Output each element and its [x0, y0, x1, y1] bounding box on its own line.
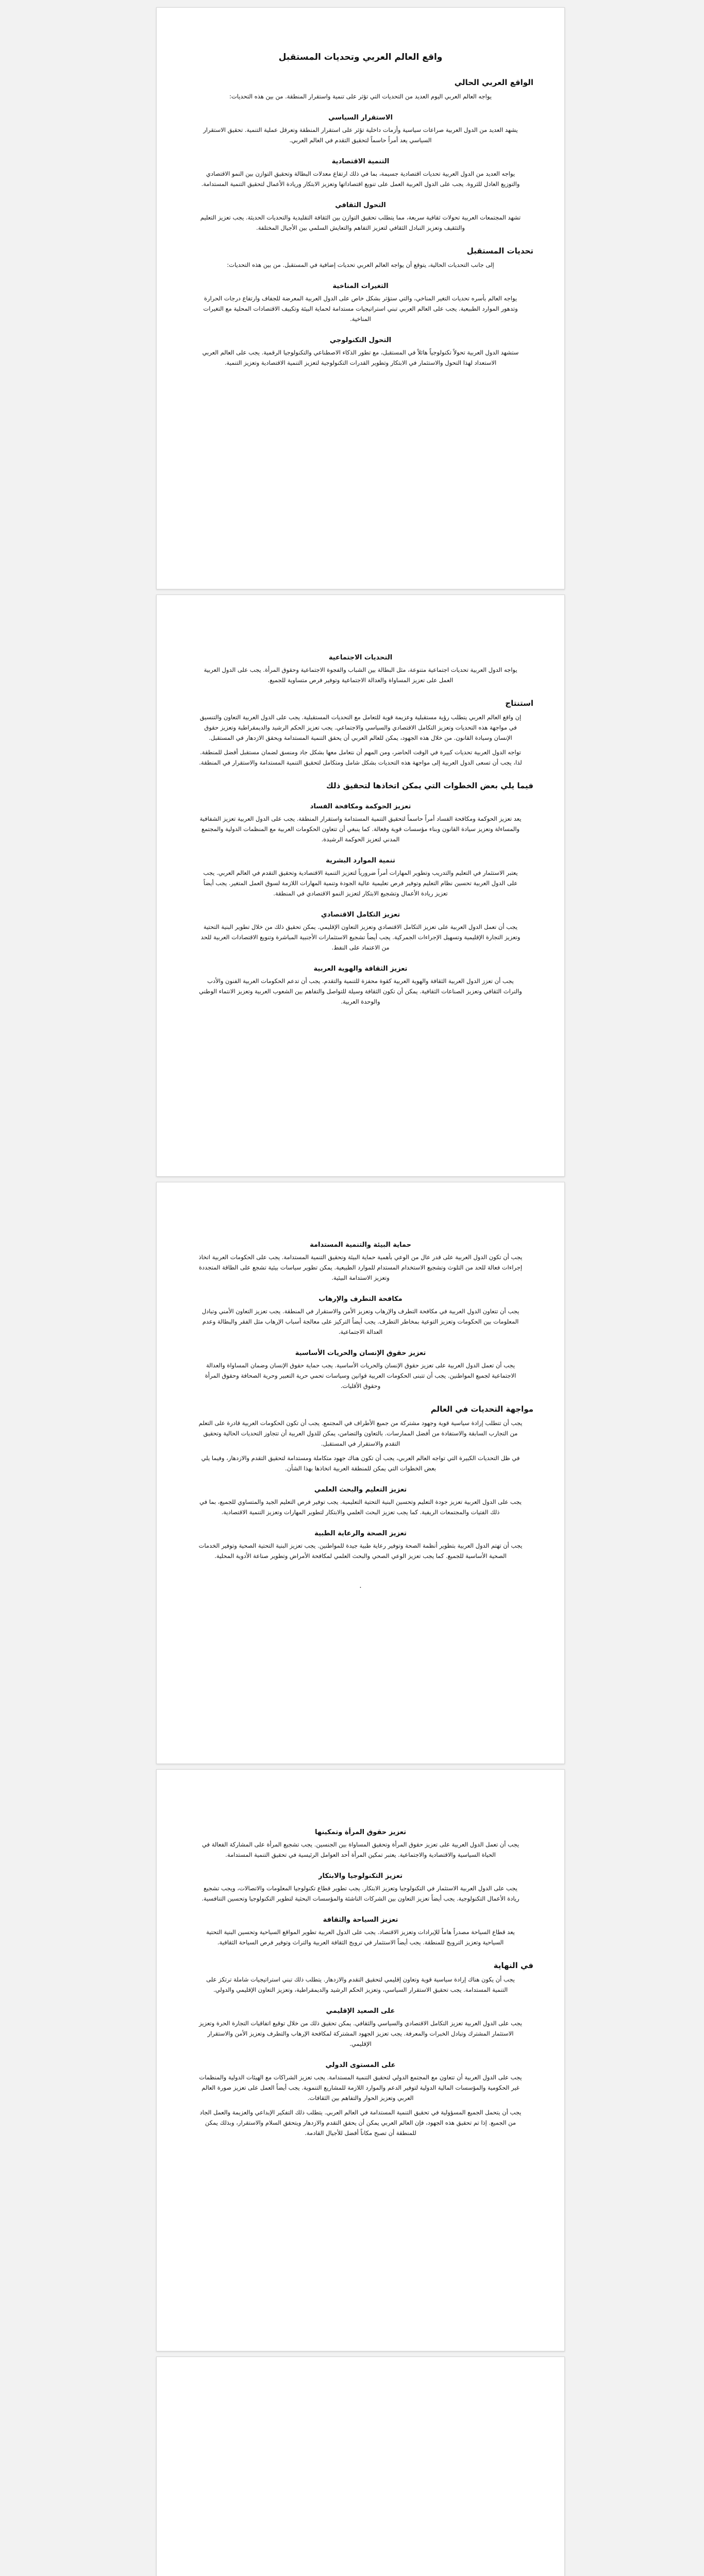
paragraph: يجب على الدول العربية تعزيز التكامل الاقتصادي والسياسي والثقافي. يمكن تحقيق ذلك من خلال توقيع اتفاقيات التجارة الحرة وتعزيز الاستثمار المشترك وتبادل الخبرات والمعرفة. يجب تعزيز الجهود المشتركة لمكافحة الإرهاب والتطرف وتعزيز الأمن والاستقرار الإقليمي.	[198, 2020, 522, 2047]
section-heading: فيما يلي بعض الخطوات التي يمكن اتخاذها لتحقيق ذلك	[326, 781, 533, 790]
paragraph: يواجه العالم العربي اليوم العديد من التحديات التي تؤثر على تنمية واستقرار المنطقة. من بين هذه التحديات:	[229, 93, 492, 100]
subsection-heading: على الصعيد الإقليمي	[326, 2007, 395, 2015]
section-heading: استنتاج	[505, 699, 533, 708]
paragraph: يجب أن تعزز الدول العربية الثقافة والهوية العربية كقوة محفزة للتنمية والتقدم. يجب أن تدعم الحكومات العربية الفنون والأدب والتراث الثقافي وتعزيز الصناعات الثقافية. يمكن أن تكون الثقافة وسيلة للتواصل والتفاهم بين الشعوب العربية وتعزيز الانتماء الوطني والوحدة العربية.	[199, 977, 522, 1005]
paragraph: يجب على الدول العربية تعزيز جودة التعليم وتحسين البنية التحتية التعليمية. يجب توفير فرص التعليم الجيد والمتساوي للجميع، بما في ذلك الفتيات والمجتمعات الريفية. كما يجب تعزيز البحث العلمي والابتكار لتطوير المهارات وتعزيز التنمية الاقتصادية.	[199, 1498, 522, 1516]
page-2-content	[157, 595, 564, 1042]
page-3	[156, 1182, 565, 1764]
paragraph: يواجه العالم بأسره تحديات التغير المناخي، والتي ستؤثر بشكل خاص على الدول العربية المعرضة للجفاف وارتفاع درجات الحرارة وتدهور الموارد الطبيعية. يجب على العالم العربي تبني استراتيجيات مستدامة لحماية البيئة وتكييف الاقتصادات المحلية مع التغيرات المناخية.	[203, 295, 518, 323]
paragraph: يجب أن يتحمل الجميع المسؤولية في تحقيق التنمية المستدامة في العالم العربي. يتطلب ذلك التفكير الإبداعي والعزيمة والعمل الجاد من الجميع. إذا تم تحقيق هذه الجهود، فإن العالم العربي يمكن أن يحقق التقدم والازدهار ويتحقق السلام والاستقرار، وبذلك يمكن للمنطقة أن تصبح مكاناً أفضل للأجيال القادمة.	[199, 2109, 522, 2137]
subsection-heading: تعزيز الحوكمة ومكافحة الفساد	[310, 803, 411, 810]
subsection-heading: التحديات الاجتماعية	[328, 654, 393, 662]
paragraph: إن واقع العالم العربي يتطلب رؤية مستقبلية وعزيمة قوية للتعامل مع التحديات المستقبلية. يجب على الدول العربية التعاون والتنسيق في مواجهة هذه التحديات وتعزيز التكامل الاقتصادي والسياسي والاجتماعي. يجب تعزيز الحكم الرشيد والديمقراطية وتعزيز حقوق الإنسان وسيادة القانون. من خلال هذه الجهود، يمكن للعالم العربي أن يحقق التنمية المستدامة ويحقق الازدهار في المستقبل.	[199, 714, 522, 741]
paragraph: يجب أن تتطلب إرادة سياسية قوية وجهود مشتركة من جميع الأطراف في المجتمع. يجب أن تكون الحكومات العربية قادرة على التعلم من التجارب السابقة والاستفادة من أفضل الممارسات. بالتعاون والتضامن، يمكن للدول العربية أن تتجاوز التحديات الحالية وتحقيق التقدم والاستقرار في المستقبل.	[198, 1419, 523, 1447]
page-1-content	[157, 8, 564, 403]
section-heading: في النهاية	[493, 1961, 533, 1970]
paragraph: يجب أن يكون هناك إرادة سياسية قوية وتعاون إقليمي لتحقيق التقدم والازدهار. يتطلب ذلك تبني استراتيجيات شاملة ترتكز على التنمية المستدامة. يجب تحقيق الاستقرار السياسي، وتعزيز الحكم الرشيد والديمقراطية، وتعزيز التعاون الإقليمي والدولي.	[206, 1976, 515, 1993]
paragraph: يجب أن تتعاون الدول العربية في مكافحة التطرف والإرهاب وتعزيز الأمن والاستقرار في المنطقة. يجب تعزيز التعاون الأمني وتبادل المعلومات بين الحكومات وتعزيز التوعية بمخاطر التطرف. يجب أيضاً التركيز على معالجة أسباب الإرهاب مثل الفقر والبطالة وعدم العدالة الاجتماعية.	[202, 1308, 519, 1335]
subsection-heading: الاستقرار السياسي	[328, 114, 393, 122]
subsection-heading: تعزيز التعليم والبحث العلمي	[314, 1486, 407, 1494]
paragraph: يعتبر الاستثمار في التعليم والتدريب وتطوير المهارات أمراً ضرورياً لتعزيز التنمية الاقتصادية وتحقيق التقدم في العالم العربي. يجب على الدول العربية تحسين نظام التعليم وتوفير فرص تعليمية عالية الجودة وتنمية المهارات اللازمة لسوق العمل المتغير. يجب أيضاً تعزيز ريادة الأعمال وتشجيع الابتكار لتعزيز النمو الاقتصادي في المنطقة.	[203, 869, 518, 897]
subsection-heading: تعزيز التكنولوجيا والابتكار	[319, 1872, 403, 1880]
paragraph: في ظل التحديات الكبيرة التي تواجه العالم العربي، يجب أن تكون هناك جهود متكاملة ومستدامة لتحقيق التقدم والازدهار، وفيما يلي بعض الخطوات التي يمكن للمنطقة العربية اتخاذها بهذا الشأن.	[201, 1454, 520, 1472]
subsection-heading: تنمية الموارد البشرية	[326, 857, 395, 865]
document-title: واقع العالم العربي وتحديات المستقبل	[278, 52, 443, 62]
paragraph: يجب أن تعمل الدول العربية على تعزيز حقوق المرأة وتحقيق المساواة بين الجنسين. يجب تشجيع المرأة على المشاركة الفعالة في الحياة السياسية والاقتصادية والاجتماعية. يعتبر تمكين المرأة أحد العوامل الرئيسية في تحقيق التنمية المستدامة.	[202, 1841, 519, 1858]
subsection-heading: على المستوى الدولي	[325, 2061, 396, 2069]
paragraph: يجب أن تعمل الدول العربية على تعزيز حقوق الإنسان والحريات الأساسية. يجب حماية حقوق الإنسان وضمان المساواة والعدالة الاجتماعية لجميع المواطنين. يجب أن تتبنى الحكومات العربية قوانين وسياسات تحمي حرية التعبير وحرية الصحافة وحقوق المرأة وحقوق الأقليات.	[205, 1362, 516, 1389]
page-5	[156, 2357, 565, 2576]
paragraph: يشهد العديد من الدول العربية صراعات سياسية وأزمات داخلية تؤثر على استقرار المنطقة وتعرقل عملية التنمية. تحقيق الاستقرار السياسي يعد أمراً حاسماً لتحقيق التقدم في العالم العربي.	[203, 126, 518, 144]
subsection-heading: تعزيز حقوق المرأة وتمكينها	[315, 1828, 406, 1836]
page-2	[156, 595, 565, 1177]
section-heading: تحديات المستقبل	[466, 246, 533, 256]
subsection-heading: تعزيز التكامل الاقتصادي	[321, 911, 400, 919]
paragraph: تواجه الدول العربية تحديات كبيرة في الوقت الحاضر، ومن المهم أن نتعامل معها بشكل جاد ومنسق لضمان مستقبل أفضل للمنطقة. لذا، يجب أن تسعى الدول العربية إلى مواجهة هذه التحديات بشكل شامل ومتكامل لتحقيق التنمية المستدامة والاستقرار في المنطقة.	[199, 749, 522, 766]
paragraph: يجب على الدول العربية الاستثمار في التكنولوجيا وتعزيز الابتكار. يجب تطوير قطاع تكنولوجيا المعلومات والاتصالات، ويجب تشجيع ريادة الأعمال التكنولوجية. يجب أيضاً تعزيز التعاون بين الشركات الناشئة والمؤسسات البحثية لتطوير التكنولوجيا وتحسين التنافسية.	[202, 1885, 519, 1902]
paragraph: يواجه العديد من الدول العربية تحديات اقتصادية جسيمة، بما في ذلك ارتفاع معدلات البطالة وتحقيق التوازن بين النمو الاقتصادي والتوزيع العادل للثروة. يجب على الدول العربية العمل على تنويع اقتصاداتها وتعزيز الابتكار وريادة الأعمال لتحقيق التنمية المستدامة.	[201, 170, 520, 188]
page-1	[156, 7, 565, 589]
page-4-content	[157, 1770, 564, 2173]
page-1-blocks	[188, 78, 533, 368]
paragraph: يجب أن تعمل الدول العربية على تعزيز التكامل الاقتصادي وتعزيز التعاون الإقليمي. يمكن تحقيق ذلك من خلال تطوير البنية التحتية وتعزيز التجارة الإقليمية وتسهيل الإجراءات الجمركية. يجب أيضاً تشجيع الاستثمارات الأجنبية المباشرة وتنويع الاقتصادات العربية للحد من الاعتماد على النفط.	[200, 923, 521, 951]
page-4-blocks	[188, 1828, 533, 2138]
subsection-heading: التغيرات المناخية	[332, 282, 389, 290]
paragraph: تشهد المجتمعات العربية تحولات ثقافية سريعة، مما يتطلب تحقيق التوازن بين الثقافة التقليدية والتحديات الحديثة. يجب تعزيز التعليم والتثقيف وتعزيز التبادل الثقافي لتعزيز التفاهم والتعايش السلمي بين الأجيال المختلفة.	[200, 214, 521, 231]
page-3-blocks	[188, 1241, 533, 1561]
subsection-heading: التحول الثقافي	[335, 201, 386, 209]
paragraph: يعد قطاع السياحة مصدراً هاماً للإيرادات وتعزيز الاقتصاد. يجب على الدول العربية تطوير المواقع السياحية وتحسين البنية التحتية السياحية وتعزيز الترويج للمنطقة. يجب أيضاً الاستثمار في ترويج الثقافة العربية والتراث وتوفير فرص السياحة الثقافية.	[206, 1928, 515, 1946]
paragraph: يواجه الدول العربية تحديات اجتماعية متنوعة، مثل البطالة بين الشباب والفجوة الاجتماعية وحقوق المرأة. يجب على الدول العربية العمل على تعزيز المساواة والعدالة الاجتماعية وتوفير فرص متساوية للجميع.	[204, 666, 517, 684]
paragraph: إلى جانب التحديات الحالية، يتوقع أن يواجه العالم العربي تحديات إضافية في المستقبل. من بين هذه التحديات:	[227, 261, 494, 268]
subsection-heading: تعزيز السياحة والثقافة	[323, 1916, 398, 1924]
paragraph: يجب أن تهتم الدول العربية بتطوير أنظمة الصحة وتوفير رعاية طبية جيدة للمواطنين. يجب تعزيز البنية التحتية الصحية وتوفير الخدمات الصحية الأساسية للجميع. كما يجب تعزيز الوعي الصحي والبحث العلمي لمكافحة الأمراض وتطوير صناعة الأدوية المحلية.	[198, 1542, 523, 1560]
paragraph: يعد تعزيز الحوكمة ومكافحة الفساد أمراً حاسماً لتحقيق التنمية المستدامة واستقرار المنطقة. يجب على الدول العربية تعزيز الشفافية والمساءلة وتعزيز سيادة القانون وبناء مؤسسات قوية وفعالة. كما ينبغي أن تتعاون الحكومات العربية مع المنظمات الدولية والمجتمع المدني لتعزيز الحوكمة الرشيدة.	[199, 815, 522, 843]
paragraph: ستشهد الدول العربية تحولاً تكنولوجياً هائلاً في المستقبل، مع تطور الذكاء الاصطناعي والتكنولوجيا الرقمية. يجب على العالم العربي الاستعداد لهذا التحول والاستثمار في الابتكار وتطوير القدرات التكنولوجية لتعزيز التنمية الاقتصادية وتعزيز التنمية.	[202, 349, 519, 366]
page-5-content	[157, 2357, 564, 2432]
decorative-dot: .	[359, 1582, 362, 1590]
section-heading: مواجهة التحديات في العالم	[430, 1404, 533, 1414]
page-3-content	[157, 1182, 564, 1621]
page-2-blocks	[188, 654, 533, 1007]
subsection-heading: مكافحة التطرف والإرهاب	[319, 1295, 403, 1303]
subsection-heading: حماية البيئة والتنمية المستدامة	[310, 1241, 411, 1249]
subsection-heading: تعزيز حقوق الإنسان والحريات الأساسية	[295, 1349, 426, 1357]
section-heading: الواقع العربي الحالي	[454, 78, 533, 87]
page-4	[156, 1769, 565, 2351]
paragraph: يجب على الدول العربية أن تتعاون مع المجتمع الدولي لتحقيق التنمية المستدامة. يجب تعزيز الشراكات مع الهيئات الدولية والمنظمات غير الحكومية والمؤسسات المالية الدولية لتوفير الدعم والموارد اللازمة للمشاريع التنموية. يجب أيضاً العمل على تعزيز صورة العالم العربي وتعزيز الحوار والتفاهم بين الثقافات.	[199, 2074, 522, 2102]
subsection-heading: التحول التكنولوجي	[329, 336, 392, 344]
subsection-heading: التنمية الاقتصادية	[331, 158, 390, 165]
subsection-heading: تعزيز الصحة والرعاية الطبية	[314, 1530, 407, 1537]
paragraph: يجب أن تكون الدول العربية على قدر عال من الوعي بأهمية حماية البيئة وتحقيق التنمية المستدامة. يجب على الحكومات العربية اتخاذ إجراءات فعالة للحد من التلوث وتشجيع الاستخدام المستدام للموارد الطبيعية. يمكن تطوير سياسات بيئية تشجع على الطاقة المتجددة وتعزيز الاستدامة البيئية.	[198, 1253, 523, 1281]
subsection-heading: تعزيز الثقافة والهوية العربية	[313, 965, 408, 973]
